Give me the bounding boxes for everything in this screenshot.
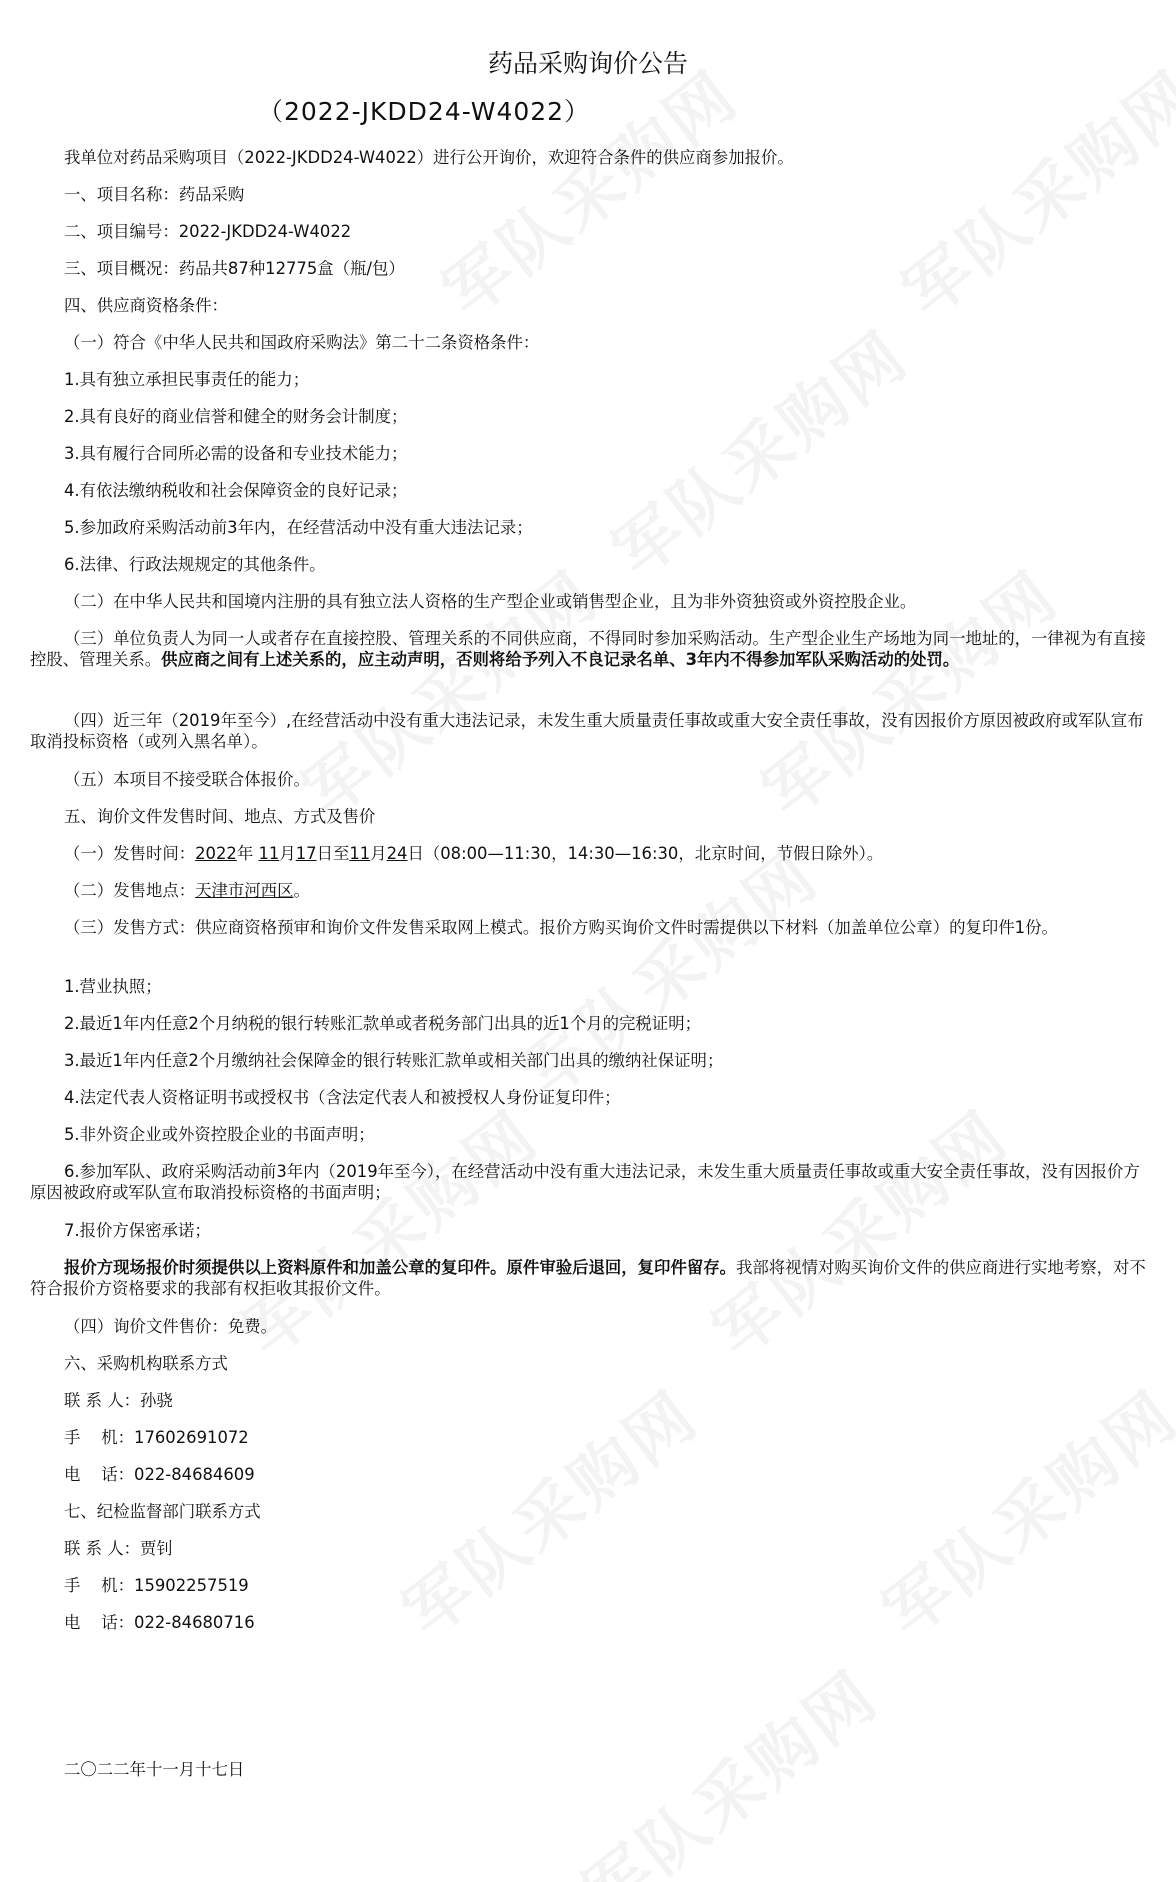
sale-time (64, 843, 883, 864)
sale-price: （四）询价文件售价：免费。 (64, 1317, 278, 1336)
qualification-item: 5.参加政府采购活动前3年内，在经营活动中没有重大违法记录； (64, 518, 533, 537)
section-project-name: 一、项目名称：药品采购 (64, 185, 245, 204)
sale-time-text: 月 (279, 844, 296, 863)
onsite-note-bold: 报价方现场报价时须提供以上资料原件和加盖公章的复印件。原件审验后退回，复印件留存。 (64, 1258, 737, 1277)
project-code-subtitle: （2022-JKDD24-W4022） (258, 97, 591, 126)
sale-year: 2022 (195, 844, 237, 863)
sale-location-value: 天津市河西区 (195, 881, 294, 900)
qualification-1-heading: （一）符合《中华人民共和国政府采购法》第二十二条资格条件： (64, 333, 540, 352)
qualification-3-text: （三）单位负责人为同一人或者存在直接控股、管理关系的不同供应商，不得同时参加采购活动。生产型企业生产场地为同一地址的，一律视为有直接控股、管理关系。 (30, 629, 1146, 669)
section-project-overview: 三、项目概况：药品共87种12775盒（瓶/包） (64, 259, 405, 278)
inspection-contact-phone: 电 话：022-84680716 (64, 1613, 255, 1632)
material-item: 4.法定代表人资格证明书或授权书（含法定代表人和被授权人身份证复印件； (64, 1088, 621, 1107)
watermark (280, 545, 614, 835)
watermark (880, 45, 1176, 335)
sale-location-text: 。 (293, 881, 310, 900)
qualification-5: （五）本项目不接受联合体报价。 (64, 770, 310, 789)
watermark (690, 1085, 1024, 1375)
inspection-contact-name: 联 系 人：贾钊 (64, 1539, 173, 1558)
section-inspection-contact: 七、纪检监督部门联系方式 (64, 1502, 261, 1521)
procurement-contact-mobile: 手 机：17602691072 (64, 1428, 249, 1447)
qualification-item: 4.有依法缴纳税收和社会保障资金的良好记录； (64, 481, 408, 500)
procurement-contact-phone: 电 话：022-84684609 (64, 1465, 255, 1484)
qualification-3 (30, 628, 1148, 670)
sale-end-month: 11 (349, 844, 371, 863)
watermark (500, 825, 834, 1115)
material-item: 2.最近1年内任意2个月纳税的银行转账汇款单或者税务部门出具的近1个月的完税证明； (64, 1014, 701, 1033)
watermark (560, 1645, 894, 1882)
section-supplier-qualifications: 四、供应商资格条件： (64, 296, 228, 315)
qualification-item: 2.具有良好的商业信誉和健全的财务会计制度； (64, 407, 408, 426)
page-title: 药品采购询价公告 (487, 49, 688, 78)
qualification-item: 6.法律、行政法规规定的其他条件。 (64, 555, 326, 574)
intro-paragraph: 我单位对药品采购项目（2022-JKDD24-W4022）进行公开询价，欢迎符合条件的供应商参加报价。 (64, 148, 794, 167)
watermark (860, 1365, 1176, 1655)
sale-method: （三）发售方式：供应商资格预审和询价文件发售采取网上模式。报价方购买询价文件时需提供以下材料（加盖单位公章）的复印件1份。 (64, 918, 1058, 937)
qualification-4: （四）近三年（2019年至今）,在经营活动中没有重大违法记录，未发生重大质量责任事故或重大安全责任事故，没有因报价方原因被政府或军队宣布取消投标资格（或列入黑名单）。 (30, 711, 1144, 751)
inspection-contact-mobile: 手 机：15902257519 (64, 1576, 249, 1595)
sale-time-label: （一）发售时间： (64, 844, 196, 863)
watermark (420, 45, 754, 335)
sale-start-day: 17 (295, 844, 317, 863)
announcement-date: 二〇二二年十一月十七日 (64, 1760, 245, 1779)
section-procurement-contact: 六、采购机构联系方式 (64, 1354, 228, 1373)
sale-time-text: 日（08:00—11:30，14:30—16:30，北京时间，节假日除外）。 (407, 844, 884, 863)
sale-end-day: 24 (386, 844, 408, 863)
material-item: 1.营业执照； (64, 977, 162, 996)
watermark (380, 1365, 714, 1655)
material-item: 3.最近1年内任意2个月缴纳社会保障金的银行转账汇款单或相关部门出具的缴纳社保证明； (64, 1051, 724, 1070)
qualification-item: 3.具有履行合同所必需的设备和专业技术能力； (64, 444, 408, 463)
qualification-2: （二）在中华人民共和国境内注册的具有独立法人资格的生产型企业或销售型企业，且为非外资独资或外资控股企业。 (64, 592, 917, 611)
section-project-number: 二、项目编号：2022-JKDD24-W4022 (64, 222, 352, 241)
sale-time-text: 月 (370, 844, 387, 863)
sale-location (64, 880, 310, 901)
material-item: 5.非外资企业或外资控股企业的书面声明； (64, 1125, 375, 1144)
onsite-note (30, 1257, 1148, 1299)
qualification-item: 1.具有独立承担民事责任的能力； (64, 370, 310, 389)
watermark (590, 305, 924, 595)
sale-month: 11 (258, 844, 280, 863)
procurement-contact-name: 联 系 人：孙骁 (64, 1391, 173, 1410)
material-item: 6.参加军队、政府采购活动前3年内（2019年至今），在经营活动中没有重大违法记录，未发生重大质量责任事故或重大安全责任事故，没有因报价方原因被政府或军队宣布取消投标资格的书面声明； (30, 1162, 1140, 1202)
onsite-note-text: 我部将视情对购买询价文件的供应商进行实地考察，对不符合报价方资格要求的我部有权拒收其报价文件。 (30, 1258, 1146, 1298)
sale-time-text: 年 (236, 844, 259, 863)
sale-time-text: 日至 (316, 844, 350, 863)
sale-location-label: （二）发售地点： (64, 881, 196, 900)
material-item: 7.报价方保密承诺； (64, 1221, 211, 1240)
qualification-3-bold-text: 供应商之间有上述关系的，应主动声明，否则将给予列入不良记录名单、3年内不得参加军队采购活动的处罚。 (161, 650, 960, 669)
watermark (740, 545, 1074, 835)
section-sale-info: 五、询价文件发售时间、地点、方式及售价 (64, 807, 376, 826)
